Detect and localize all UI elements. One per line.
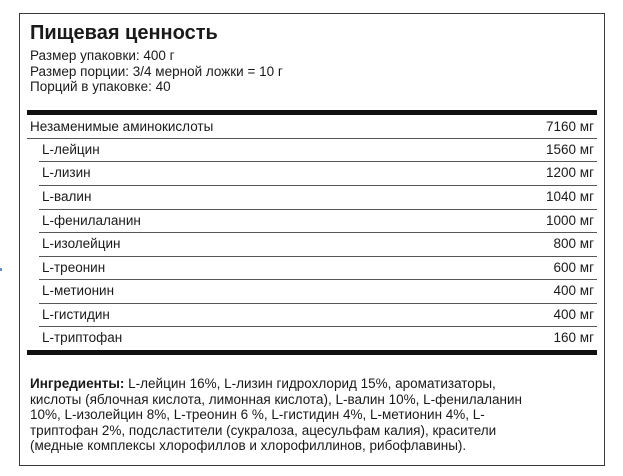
row-name: L-триптофан — [42, 330, 123, 345]
edge-marker — [0, 268, 2, 271]
ingredients-line: (медные комплексы хлорофиллов и хлорофиллинов, рибофлавины). — [30, 438, 467, 453]
row-name: L-треонин — [42, 260, 106, 275]
table-row — [42, 304, 594, 326]
nutrition-panel — [19, 13, 605, 466]
table-row — [42, 210, 594, 232]
thick-divider-bottom — [27, 350, 597, 355]
servings-per-package: Порций в упаковке: 40 — [30, 79, 171, 94]
row-amount: 400 мг — [553, 307, 594, 322]
row-amount: 160 мг — [553, 330, 594, 345]
serving-info — [30, 48, 283, 95]
table-row — [42, 257, 594, 279]
table-row — [42, 186, 594, 208]
row-name: Незаменимые аминокислоты — [30, 119, 214, 134]
row-name: L-гистидин — [42, 307, 110, 322]
table-row — [42, 162, 594, 184]
thick-divider-top — [27, 110, 597, 115]
table-row — [42, 327, 594, 349]
row-name: L-лейцин — [42, 142, 100, 157]
ingredients-line: кислоты (яблочная кислота, лимонная кислота), L-валин 10%, L-фенилаланин — [30, 391, 522, 407]
table-row-main — [30, 116, 594, 138]
table-row — [42, 139, 594, 161]
row-name: L-лизин — [42, 165, 91, 180]
row-amount: 800 мг — [553, 236, 594, 251]
row-amount: 400 мг — [553, 283, 594, 298]
row-name: L-метионин — [42, 283, 115, 298]
row-amount: 1560 мг — [546, 142, 594, 157]
package-size: Размер упаковки: 400 г — [30, 48, 175, 63]
ingredients-line: L-лейцин 16%, L-лизин гидрохлорид 15%, ароматизаторы, — [124, 376, 496, 391]
row-amount: 1040 мг — [546, 189, 594, 204]
ingredients-line: триптофан 2%, подсластители (сукралоза, ацесульфам калия), красители — [30, 422, 497, 438]
ingredients-text — [30, 376, 594, 454]
row-name: L-валин — [42, 189, 92, 204]
row-amount: 1000 мг — [546, 213, 594, 228]
table-row — [42, 233, 594, 255]
ingredients-label: Ингредиенты: — [30, 376, 125, 391]
table-row — [42, 280, 594, 302]
row-amount: 1200 мг — [546, 165, 594, 180]
serving-size: Размер порции: 3/4 мерной ложки = 10 г — [30, 63, 283, 79]
row-name: L-фенилаланин — [42, 213, 141, 228]
panel-title: Пищевая ценность — [30, 22, 218, 44]
row-amount: 600 мг — [553, 260, 594, 275]
row-name: L-изолейцин — [42, 236, 121, 251]
ingredients-line: 10%, L-изолейцин 8%, L-треонин 6 %, L-гистидин 4%, L-метионин 4%, L- — [30, 407, 485, 422]
row-amount: 7160 мг — [546, 119, 594, 134]
